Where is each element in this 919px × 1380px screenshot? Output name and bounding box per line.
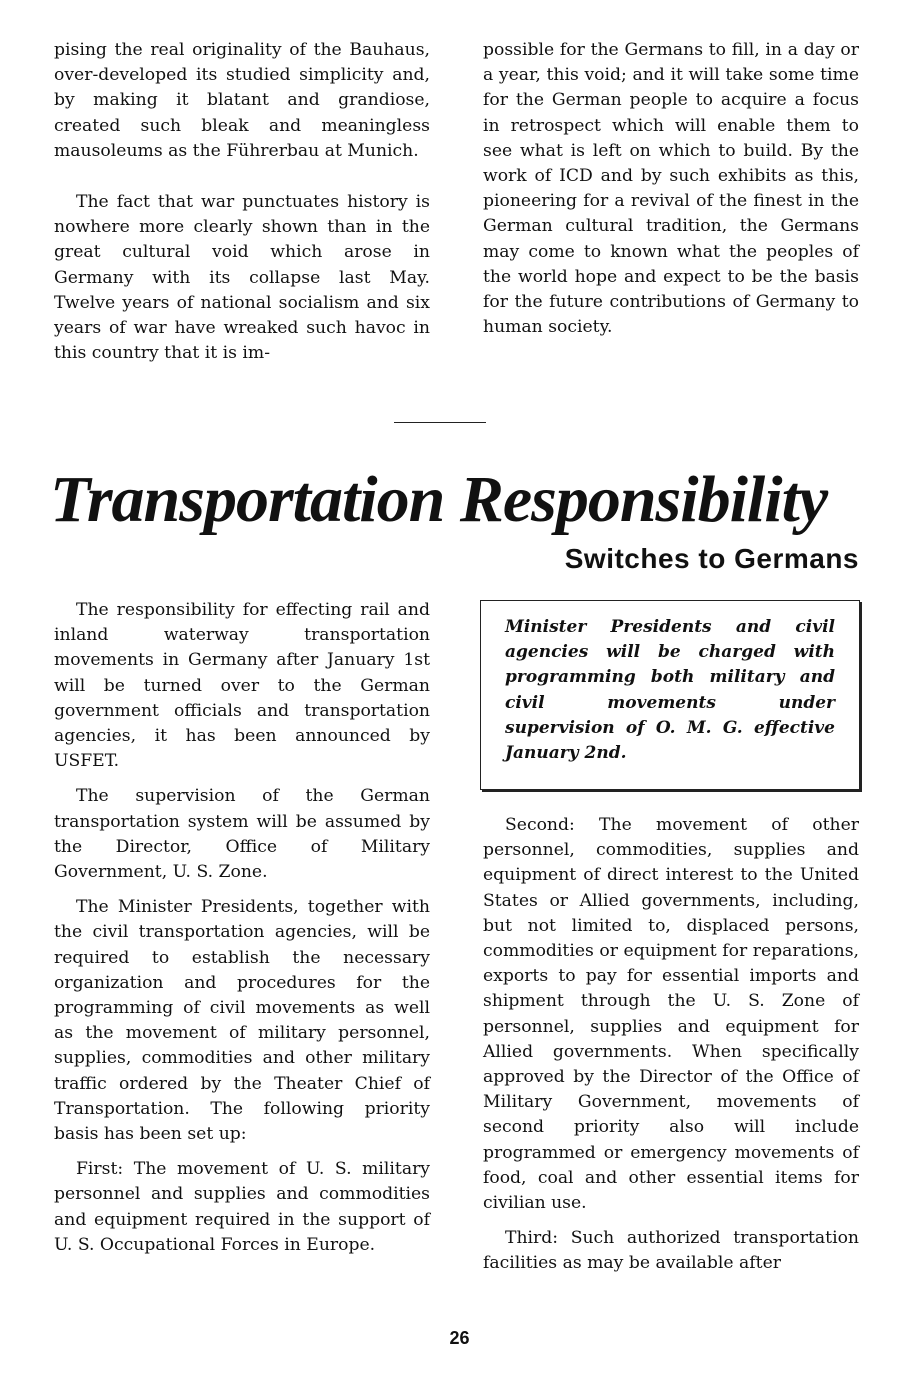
pull-quote-box: Minister Presidents and civil agencies will be charged with programming both military and civil movements under supervision of O. M. G. effective January 2nd. <box>480 600 860 790</box>
article-subheadline: Switches to Germans <box>564 543 859 574</box>
body-paragraph: First: The movement of U. S. military personnel and supplies and commodities and equipment required in the support of U. S. Occupational Forces in Europe. <box>54 1159 430 1255</box>
body-paragraph: Second: The movement of other personnel, commodities, supplies and equipment of direct interest to the United States or Allied governments, including, but not limited to, displaced persons, commodities or equipment for reparations, exports to pay for essential imports and shipment through the U. S. Zone of personnel, supplies and equipment for Allied governments. When specifically approved by the Director of the Office of Military Government, movements of second priority also will include programmed or emergency movements of food, coal and other essential items for civilian use. <box>483 815 859 1214</box>
body-paragraph: The fact that war punctuates history is nowhere more clearly shown than in the great cultural void which arose in Germany with its collapse last May. Twelve years of national socialism and six years of war have wreaked such havoc in this country that it is im- <box>54 192 430 364</box>
body-paragraph: The responsibility for effecting rail and inland waterway transportation movements in Germany after January 1st will be turned over to the German government officials and transportation agencies, it has been announced by USFET. <box>54 600 430 772</box>
continued-article-right-column <box>483 38 859 340</box>
body-paragraph: The supervision of the German transportation system will be assumed by the Director, Office of Military Government, U. S. Zone. <box>54 786 430 883</box>
continued-article-left-column <box>54 38 430 366</box>
body-paragraph: possible for the Germans to fill, in a day or a year, this void; and it will take some time for the German people to acquire a focus in retrospect which will enable them to see what is left on which to build. By the work of ICD and by such exhibits as this, pioneering for a revival of the finest in the German cultural tradition, the Germans may come to known what the peoples of the world hope and expect to be the basis for the future contributions of Germany to human society. <box>483 40 859 338</box>
article-headline: Transportation Responsibility <box>50 463 828 536</box>
body-paragraph: Third: Such authorized transportation facilities as may be available after <box>483 1228 859 1274</box>
article-left-column <box>54 598 430 1258</box>
section-divider <box>394 422 486 423</box>
body-paragraph: pising the real originality of the Bauhaus, over-developed its studied simplicity and, by making it blatant and grandiose, created such bleak and meaningless mausoleums as the Führerbau at Munich. <box>54 40 430 161</box>
body-paragraph: The Minister Presidents, together with the civil transportation agencies, will be required to establish the necessary organization and procedures for the programming of civil movements as well as the movement of military personnel, supplies, commodities and other military traffic ordered by the Theater Chief of Transportation. The following priority basis has been set up: <box>54 897 430 1145</box>
page-number: 26 <box>449 1328 470 1348</box>
article-right-column <box>483 813 859 1277</box>
